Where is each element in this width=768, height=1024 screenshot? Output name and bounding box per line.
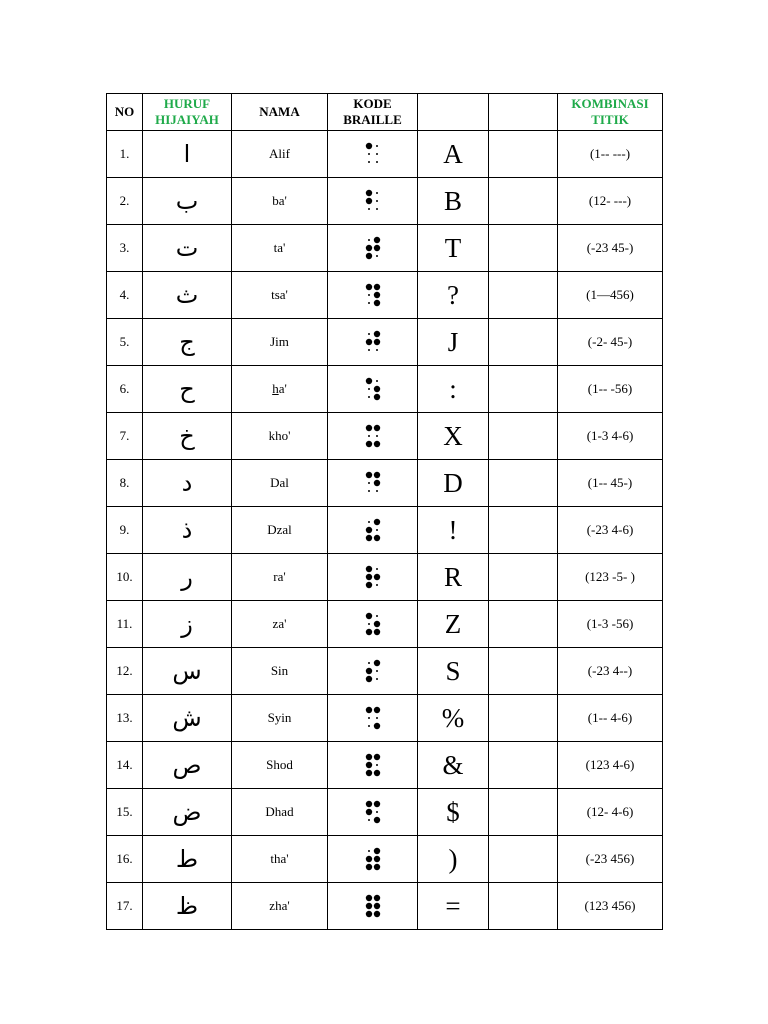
header-kode-braille: KODE BRAILLE — [328, 94, 418, 131]
arabic-letter: ث — [143, 272, 232, 319]
flat-dot — [376, 811, 378, 813]
flat-dot — [376, 584, 378, 586]
arabic-letter: س — [143, 648, 232, 695]
flat-dot — [368, 161, 370, 163]
raised-dot — [365, 378, 371, 384]
braille-cell-icon — [328, 366, 418, 413]
raised-dot — [373, 535, 379, 541]
braille-cell-icon — [328, 883, 418, 930]
letter-name: ta' — [232, 225, 328, 272]
raised-dot — [373, 911, 379, 917]
braille-cell-icon — [328, 601, 418, 648]
letter-name: Dal — [232, 460, 328, 507]
row-number: 6. — [107, 366, 143, 413]
arabic-letter: خ — [143, 413, 232, 460]
braille-dots — [365, 471, 381, 495]
dot-combination: (1—456) — [558, 272, 663, 319]
flat-dot — [368, 153, 370, 155]
raised-dot — [373, 801, 379, 807]
arabic-letter: ذ — [143, 507, 232, 554]
flat-dot — [376, 670, 378, 672]
dot-combination: (123 -5- ) — [558, 554, 663, 601]
table-row — [107, 272, 663, 319]
row-number: 4. — [107, 272, 143, 319]
flat-dot — [376, 255, 378, 257]
row-number: 15. — [107, 789, 143, 836]
raised-dot — [373, 629, 379, 635]
raised-dot — [365, 582, 371, 588]
letter-name: Sin — [232, 648, 328, 695]
raised-dot — [373, 300, 379, 306]
braille-dots — [365, 236, 381, 260]
flat-dot — [376, 678, 378, 680]
row-number: 13. — [107, 695, 143, 742]
latin-equivalent: & — [418, 742, 489, 789]
raised-dot — [373, 472, 379, 478]
raised-dot — [373, 723, 379, 729]
raised-dot — [365, 339, 371, 345]
latin-equivalent: X — [418, 413, 489, 460]
raised-dot — [365, 472, 371, 478]
flat-dot — [376, 615, 378, 617]
raised-dot — [373, 817, 379, 823]
blank-cell — [489, 695, 558, 742]
letter-name: ha' — [232, 366, 328, 413]
flat-dot — [376, 145, 378, 147]
braille-cell-icon — [328, 460, 418, 507]
arabic-letter: ب — [143, 178, 232, 225]
flat-dot — [368, 623, 370, 625]
flat-dot — [368, 294, 370, 296]
braille-hijaiyah-table — [106, 93, 663, 930]
braille-cell-icon — [328, 272, 418, 319]
braille-dots — [365, 565, 381, 589]
letter-name: ba' — [232, 178, 328, 225]
raised-dot — [373, 386, 379, 392]
flat-dot — [368, 725, 370, 727]
dot-combination: (1-- -56) — [558, 366, 663, 413]
arabic-letter: د — [143, 460, 232, 507]
blank-cell — [489, 225, 558, 272]
row-number: 3. — [107, 225, 143, 272]
flat-dot — [368, 208, 370, 210]
flat-dot — [368, 482, 370, 484]
raised-dot — [373, 425, 379, 431]
row-number: 5. — [107, 319, 143, 366]
row-number: 2. — [107, 178, 143, 225]
dot-combination: (1-- ---) — [558, 131, 663, 178]
flat-dot — [368, 388, 370, 390]
row-number: 7. — [107, 413, 143, 460]
letter-name: tha' — [232, 836, 328, 883]
braille-dots — [365, 753, 381, 777]
raised-dot — [365, 864, 371, 870]
flat-dot — [376, 200, 378, 202]
raised-dot — [365, 903, 371, 909]
flat-dot — [376, 435, 378, 437]
latin-equivalent: : — [418, 366, 489, 413]
braille-cell-icon — [328, 789, 418, 836]
raised-dot — [373, 574, 379, 580]
blank-cell — [489, 131, 558, 178]
braille-dots — [365, 189, 381, 213]
braille-dots — [365, 612, 381, 636]
header-nama: NAMA — [232, 94, 328, 131]
flat-dot — [368, 396, 370, 398]
latin-equivalent: ) — [418, 836, 489, 883]
table-row — [107, 554, 663, 601]
latin-equivalent: A — [418, 131, 489, 178]
flat-dot — [368, 521, 370, 523]
letter-name: ra' — [232, 554, 328, 601]
letter-name: Alif — [232, 131, 328, 178]
table-row — [107, 366, 663, 413]
table-row — [107, 883, 663, 930]
row-number: 12. — [107, 648, 143, 695]
letter-name: za' — [232, 601, 328, 648]
raised-dot — [365, 613, 371, 619]
flat-dot — [368, 435, 370, 437]
dot-combination: (12- 4-6) — [558, 789, 663, 836]
flat-dot — [376, 153, 378, 155]
raised-dot — [365, 143, 371, 149]
blank-cell — [489, 319, 558, 366]
braille-cell-icon — [328, 225, 418, 272]
dot-combination: (1-- 45-) — [558, 460, 663, 507]
header-blank-2 — [489, 94, 558, 131]
braille-dots — [365, 377, 381, 401]
raised-dot — [373, 519, 379, 525]
flat-dot — [368, 850, 370, 852]
raised-dot — [365, 441, 371, 447]
latin-equivalent: % — [418, 695, 489, 742]
braille-cell-icon — [328, 319, 418, 366]
letter-name: Shod — [232, 742, 328, 789]
braille-dots — [365, 518, 381, 542]
dot-combination: (-23 4-6) — [558, 507, 663, 554]
arabic-letter: ص — [143, 742, 232, 789]
raised-dot — [365, 856, 371, 862]
blank-cell — [489, 742, 558, 789]
arabic-letter: ظ — [143, 883, 232, 930]
braille-dots — [365, 330, 381, 354]
flat-dot — [376, 349, 378, 351]
raised-dot — [365, 245, 371, 251]
blank-cell — [489, 883, 558, 930]
row-number: 11. — [107, 601, 143, 648]
braille-cell-icon — [328, 695, 418, 742]
dot-combination: (1-- 4-6) — [558, 695, 663, 742]
raised-dot — [365, 566, 371, 572]
raised-dot — [365, 676, 371, 682]
arabic-letter: ا — [143, 131, 232, 178]
blank-cell — [489, 366, 558, 413]
dot-combination: (-23 456) — [558, 836, 663, 883]
raised-dot — [373, 903, 379, 909]
arabic-letter: ض — [143, 789, 232, 836]
letter-name: zha' — [232, 883, 328, 930]
dot-combination: (123 4-6) — [558, 742, 663, 789]
raised-dot — [365, 762, 371, 768]
dot-combination: (-23 4--) — [558, 648, 663, 695]
braille-cell-icon — [328, 131, 418, 178]
raised-dot — [373, 856, 379, 862]
raised-dot — [373, 848, 379, 854]
latin-equivalent: J — [418, 319, 489, 366]
blank-cell — [489, 601, 558, 648]
letter-name: tsa' — [232, 272, 328, 319]
raised-dot — [373, 660, 379, 666]
latin-equivalent: T — [418, 225, 489, 272]
raised-dot — [365, 801, 371, 807]
raised-dot — [365, 668, 371, 674]
table-row — [107, 836, 663, 883]
raised-dot — [365, 770, 371, 776]
raised-dot — [365, 190, 371, 196]
row-number: 14. — [107, 742, 143, 789]
row-number: 16. — [107, 836, 143, 883]
flat-dot — [368, 819, 370, 821]
flat-dot — [368, 333, 370, 335]
braille-cell-icon — [328, 178, 418, 225]
raised-dot — [373, 754, 379, 760]
dot-combination: (123 456) — [558, 883, 663, 930]
flat-dot — [376, 490, 378, 492]
table-row — [107, 507, 663, 554]
raised-dot — [373, 284, 379, 290]
blank-cell — [489, 648, 558, 695]
row-number: 8. — [107, 460, 143, 507]
table-row — [107, 789, 663, 836]
braille-dots — [365, 659, 381, 683]
table-body — [107, 131, 663, 930]
raised-dot — [365, 527, 371, 533]
header-huruf-hijaiyah: HURUF HIJAIYAH — [143, 94, 232, 131]
dot-combination: (-2- 45-) — [558, 319, 663, 366]
braille-dots — [365, 706, 381, 730]
dot-combination: (1-3 4-6) — [558, 413, 663, 460]
raised-dot — [373, 245, 379, 251]
braille-dots — [365, 847, 381, 871]
header-row — [107, 94, 663, 131]
blank-cell — [489, 836, 558, 883]
latin-equivalent: R — [418, 554, 489, 601]
raised-dot — [365, 284, 371, 290]
braille-cell-icon — [328, 554, 418, 601]
table-row — [107, 460, 663, 507]
table-row — [107, 319, 663, 366]
flat-dot — [368, 239, 370, 241]
table-row — [107, 742, 663, 789]
flat-dot — [376, 192, 378, 194]
braille-dots — [365, 142, 381, 166]
raised-dot — [373, 394, 379, 400]
latin-equivalent: ! — [418, 507, 489, 554]
row-number: 10. — [107, 554, 143, 601]
flat-dot — [376, 568, 378, 570]
dot-combination: (-23 45-) — [558, 225, 663, 272]
raised-dot — [373, 770, 379, 776]
arabic-letter: ت — [143, 225, 232, 272]
table-row — [107, 131, 663, 178]
flat-dot — [376, 161, 378, 163]
raised-dot — [373, 864, 379, 870]
braille-cell-icon — [328, 507, 418, 554]
raised-dot — [373, 237, 379, 243]
dot-combination: (12- ---) — [558, 178, 663, 225]
braille-dots — [365, 424, 381, 448]
letter-name: Dhad — [232, 789, 328, 836]
braille-dots — [365, 894, 381, 918]
latin-equivalent: Z — [418, 601, 489, 648]
flat-dot — [368, 349, 370, 351]
arabic-letter: ط — [143, 836, 232, 883]
blank-cell — [489, 460, 558, 507]
raised-dot — [373, 441, 379, 447]
braille-dots — [365, 800, 381, 824]
arabic-letter: ح — [143, 366, 232, 413]
arabic-letter: ش — [143, 695, 232, 742]
raised-dot — [365, 574, 371, 580]
dot-combination: (1-3 -56) — [558, 601, 663, 648]
blank-cell — [489, 413, 558, 460]
raised-dot — [365, 253, 371, 259]
raised-dot — [365, 895, 371, 901]
blank-cell — [489, 507, 558, 554]
raised-dot — [365, 535, 371, 541]
blank-cell — [489, 272, 558, 319]
arabic-letter: ز — [143, 601, 232, 648]
flat-dot — [376, 529, 378, 531]
braille-cell-icon — [328, 742, 418, 789]
latin-equivalent: = — [418, 883, 489, 930]
table-row — [107, 648, 663, 695]
raised-dot — [373, 621, 379, 627]
raised-dot — [373, 331, 379, 337]
latin-equivalent: S — [418, 648, 489, 695]
row-number: 17. — [107, 883, 143, 930]
letter-name: kho' — [232, 413, 328, 460]
raised-dot — [365, 809, 371, 815]
raised-dot — [365, 198, 371, 204]
raised-dot — [373, 707, 379, 713]
header-blank-1 — [418, 94, 489, 131]
table-row — [107, 413, 663, 460]
table-row — [107, 601, 663, 648]
braille-cell-icon — [328, 836, 418, 883]
raised-dot — [373, 895, 379, 901]
header-kombinasi-titik: KOMBINASI TITIK — [558, 94, 663, 131]
arabic-letter: ر — [143, 554, 232, 601]
raised-dot — [365, 425, 371, 431]
braille-dots — [365, 283, 381, 307]
latin-equivalent: ? — [418, 272, 489, 319]
header-no: NO — [107, 94, 143, 131]
letter-name: Dzal — [232, 507, 328, 554]
letter-name: Syin — [232, 695, 328, 742]
table-row — [107, 695, 663, 742]
raised-dot — [365, 707, 371, 713]
latin-equivalent: D — [418, 460, 489, 507]
flat-dot — [376, 717, 378, 719]
flat-dot — [376, 380, 378, 382]
table-row — [107, 178, 663, 225]
flat-dot — [376, 208, 378, 210]
braille-cell-icon — [328, 648, 418, 695]
row-number: 1. — [107, 131, 143, 178]
flat-dot — [368, 717, 370, 719]
arabic-letter: ج — [143, 319, 232, 366]
flat-dot — [368, 302, 370, 304]
raised-dot — [373, 339, 379, 345]
letter-name: Jim — [232, 319, 328, 366]
raised-dot — [373, 480, 379, 486]
flat-dot — [376, 764, 378, 766]
raised-dot — [373, 292, 379, 298]
blank-cell — [489, 789, 558, 836]
braille-cell-icon — [328, 413, 418, 460]
latin-equivalent: $ — [418, 789, 489, 836]
blank-cell — [489, 554, 558, 601]
raised-dot — [365, 629, 371, 635]
flat-dot — [368, 490, 370, 492]
latin-equivalent: B — [418, 178, 489, 225]
table-row — [107, 225, 663, 272]
raised-dot — [365, 911, 371, 917]
flat-dot — [368, 662, 370, 664]
raised-dot — [365, 754, 371, 760]
row-number: 9. — [107, 507, 143, 554]
blank-cell — [489, 178, 558, 225]
